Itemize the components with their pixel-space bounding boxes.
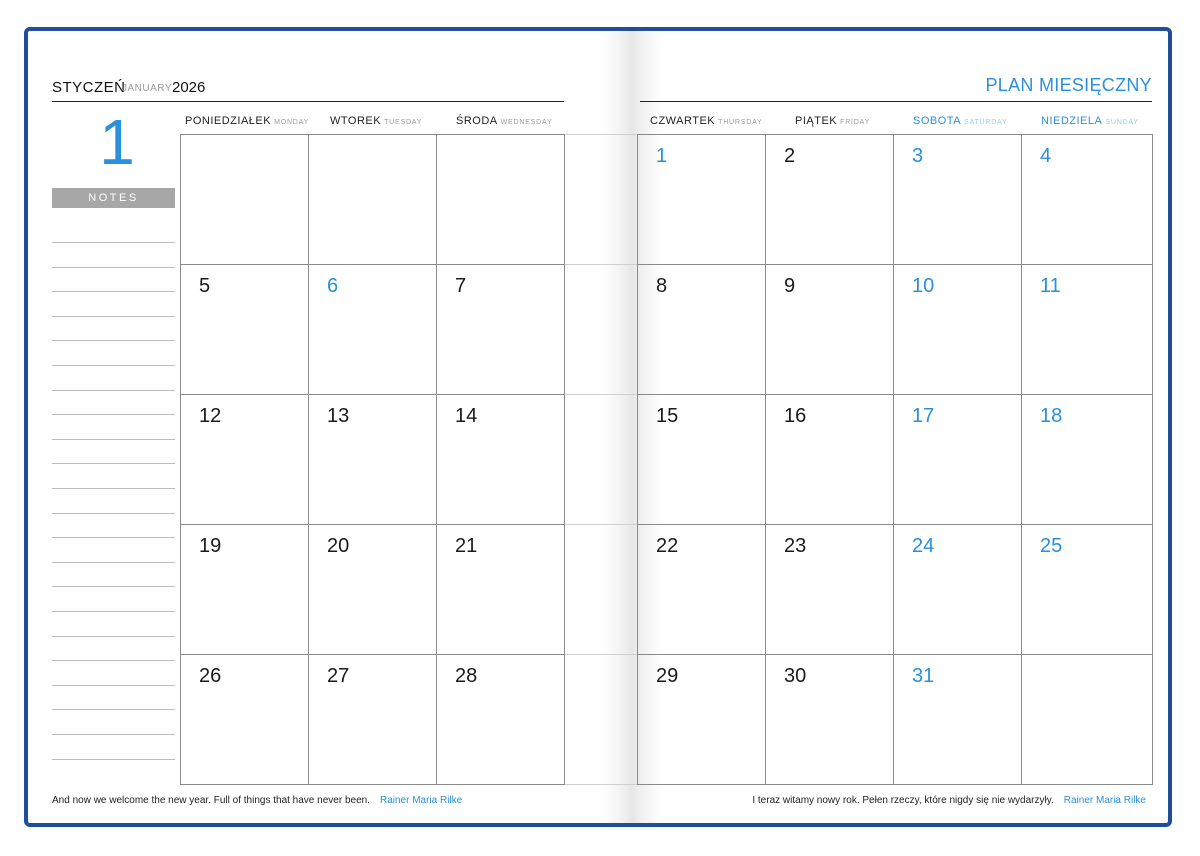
weekday-name-english: WEDNESDAY bbox=[500, 119, 553, 126]
day-number: 3 bbox=[912, 145, 924, 167]
day-cell[interactable] bbox=[180, 394, 309, 525]
footer-quote-english bbox=[52, 795, 462, 806]
notes-line bbox=[52, 562, 175, 563]
day-cell[interactable] bbox=[1021, 524, 1153, 655]
day-cell[interactable] bbox=[1021, 654, 1153, 785]
calendar-grid bbox=[180, 134, 1152, 784]
day-number: 23 bbox=[784, 535, 807, 557]
notes-line bbox=[52, 488, 175, 489]
day-cell[interactable] bbox=[893, 524, 1022, 655]
day-cell[interactable] bbox=[893, 134, 1022, 265]
page-title: PLAN MIESIĘCZNY bbox=[985, 75, 1152, 95]
spine-gap-cell bbox=[564, 264, 638, 395]
day-cell[interactable] bbox=[637, 524, 766, 655]
day-number: 6 bbox=[327, 275, 339, 297]
quote-author: Rainer Maria Rilke bbox=[1063, 795, 1146, 806]
day-cell[interactable] bbox=[180, 524, 309, 655]
notes-line bbox=[52, 660, 175, 661]
day-cell[interactable] bbox=[765, 134, 894, 265]
day-number: 14 bbox=[455, 405, 478, 427]
day-number: 28 bbox=[455, 665, 478, 687]
day-cell[interactable] bbox=[765, 524, 894, 655]
weekday-name-english: MONDAY bbox=[274, 119, 310, 126]
weekday-monday bbox=[185, 115, 309, 127]
notes-line bbox=[52, 365, 175, 366]
day-cell[interactable] bbox=[1021, 134, 1153, 265]
day-cell[interactable] bbox=[765, 264, 894, 395]
notes-line bbox=[52, 611, 175, 612]
day-number: 18 bbox=[1040, 405, 1063, 427]
day-number: 12 bbox=[199, 405, 222, 427]
day-cell[interactable] bbox=[765, 654, 894, 785]
quote-text: And now we welcome the new year. Full of things that have never been. bbox=[52, 795, 370, 806]
weekday-sunday bbox=[1041, 115, 1139, 127]
day-cell[interactable] bbox=[180, 134, 309, 265]
day-number: 22 bbox=[656, 535, 679, 557]
weekday-name-polish: WTOREK bbox=[330, 115, 382, 127]
weekday-name-polish: PIĄTEK bbox=[795, 115, 838, 127]
weekday-name-english: SUNDAY bbox=[1105, 119, 1139, 126]
weekday-thursday bbox=[650, 115, 763, 127]
weekday-friday bbox=[795, 115, 870, 127]
day-cell[interactable] bbox=[1021, 264, 1153, 395]
quote-text: I teraz witamy nowy rok. Pełen rzeczy, które nigdy się nie wydarzyły. bbox=[752, 795, 1054, 806]
notes-line bbox=[52, 586, 175, 587]
day-cell[interactable] bbox=[436, 134, 565, 265]
day-cell[interactable] bbox=[893, 654, 1022, 785]
day-number: 9 bbox=[784, 275, 796, 297]
planner-spread bbox=[24, 27, 1172, 827]
day-number: 16 bbox=[784, 405, 807, 427]
weekday-name-polish: NIEDZIELA bbox=[1041, 115, 1103, 127]
day-cell[interactable] bbox=[637, 134, 766, 265]
day-cell[interactable] bbox=[436, 264, 565, 395]
day-cell[interactable] bbox=[893, 264, 1022, 395]
day-number: 1 bbox=[656, 145, 668, 167]
month-name-polish: STYCZEŃ bbox=[52, 79, 126, 96]
notes-line bbox=[52, 685, 175, 686]
notes-line bbox=[52, 267, 175, 268]
notes-line bbox=[52, 734, 175, 735]
day-cell[interactable] bbox=[308, 654, 437, 785]
day-number: 8 bbox=[656, 275, 668, 297]
day-cell[interactable] bbox=[308, 524, 437, 655]
day-number: 25 bbox=[1040, 535, 1063, 557]
day-number: 13 bbox=[327, 405, 350, 427]
weekday-name-english: THURSDAY bbox=[718, 119, 763, 126]
weekday-wednesday bbox=[456, 115, 552, 127]
day-cell[interactable] bbox=[637, 264, 766, 395]
notes-line bbox=[52, 759, 175, 760]
weekday-name-english: TUESDAY bbox=[384, 119, 423, 126]
day-number: 31 bbox=[912, 665, 935, 687]
day-number: 4 bbox=[1040, 145, 1052, 167]
day-number: 20 bbox=[327, 535, 350, 557]
notes-line bbox=[52, 340, 175, 341]
day-cell[interactable] bbox=[308, 394, 437, 525]
day-number: 24 bbox=[912, 535, 935, 557]
weekday-name-polish: PONIEDZIAŁEK bbox=[185, 115, 272, 127]
notes-line bbox=[52, 439, 175, 440]
day-number: 27 bbox=[327, 665, 350, 687]
day-cell[interactable] bbox=[436, 394, 565, 525]
day-number: 17 bbox=[912, 405, 935, 427]
notes-line bbox=[52, 513, 175, 514]
weekday-tuesday bbox=[330, 115, 422, 127]
day-number: 7 bbox=[455, 275, 467, 297]
notes-line bbox=[52, 316, 175, 317]
footer-quote-polish bbox=[752, 795, 1146, 806]
spine-gap-cell bbox=[564, 524, 638, 655]
notes-line bbox=[52, 537, 175, 538]
day-cell[interactable] bbox=[637, 654, 766, 785]
day-cell[interactable] bbox=[308, 264, 437, 395]
day-number: 5 bbox=[199, 275, 211, 297]
notes-heading: NOTES bbox=[52, 188, 175, 208]
day-cell[interactable] bbox=[637, 394, 766, 525]
month-name-english: JANUARY bbox=[122, 83, 172, 94]
day-number: 15 bbox=[656, 405, 679, 427]
day-number: 26 bbox=[199, 665, 222, 687]
notes-line bbox=[52, 709, 175, 710]
weekday-name-english: FRIDAY bbox=[840, 119, 871, 126]
day-cell[interactable] bbox=[436, 524, 565, 655]
day-number: 29 bbox=[656, 665, 679, 687]
day-cell[interactable] bbox=[893, 394, 1022, 525]
plan-header bbox=[640, 77, 1152, 102]
notes-line bbox=[52, 414, 175, 415]
month-number: 1 bbox=[99, 106, 135, 178]
notes-line bbox=[52, 291, 175, 292]
day-number: 21 bbox=[455, 535, 478, 557]
year-label: 2026 bbox=[172, 79, 206, 96]
spine-gap-cell bbox=[564, 394, 638, 525]
day-number: 19 bbox=[199, 535, 222, 557]
weekday-name-polish: ŚRODA bbox=[456, 115, 498, 127]
weekday-saturday bbox=[913, 115, 1008, 127]
quote-author: Rainer Maria Rilke bbox=[379, 795, 463, 806]
weekday-name-polish: CZWARTEK bbox=[650, 115, 716, 127]
notes-line bbox=[52, 242, 175, 243]
day-cell[interactable] bbox=[1021, 394, 1153, 525]
spine-gap-cell bbox=[564, 654, 638, 785]
day-cell[interactable] bbox=[436, 654, 565, 785]
weekday-name-polish: SOBOTA bbox=[913, 115, 962, 127]
spine-gap-cell bbox=[564, 134, 638, 265]
day-cell[interactable] bbox=[308, 134, 437, 265]
day-number: 11 bbox=[1040, 275, 1061, 297]
notes-line bbox=[52, 636, 175, 637]
notes-line bbox=[52, 390, 175, 391]
day-cell[interactable] bbox=[180, 264, 309, 395]
weekday-name-english: SATURDAY bbox=[964, 119, 1008, 126]
day-number: 2 bbox=[784, 145, 796, 167]
day-cell[interactable] bbox=[765, 394, 894, 525]
day-cell[interactable] bbox=[180, 654, 309, 785]
day-number: 10 bbox=[912, 275, 935, 297]
day-number: 30 bbox=[784, 665, 807, 687]
notes-line bbox=[52, 463, 175, 464]
